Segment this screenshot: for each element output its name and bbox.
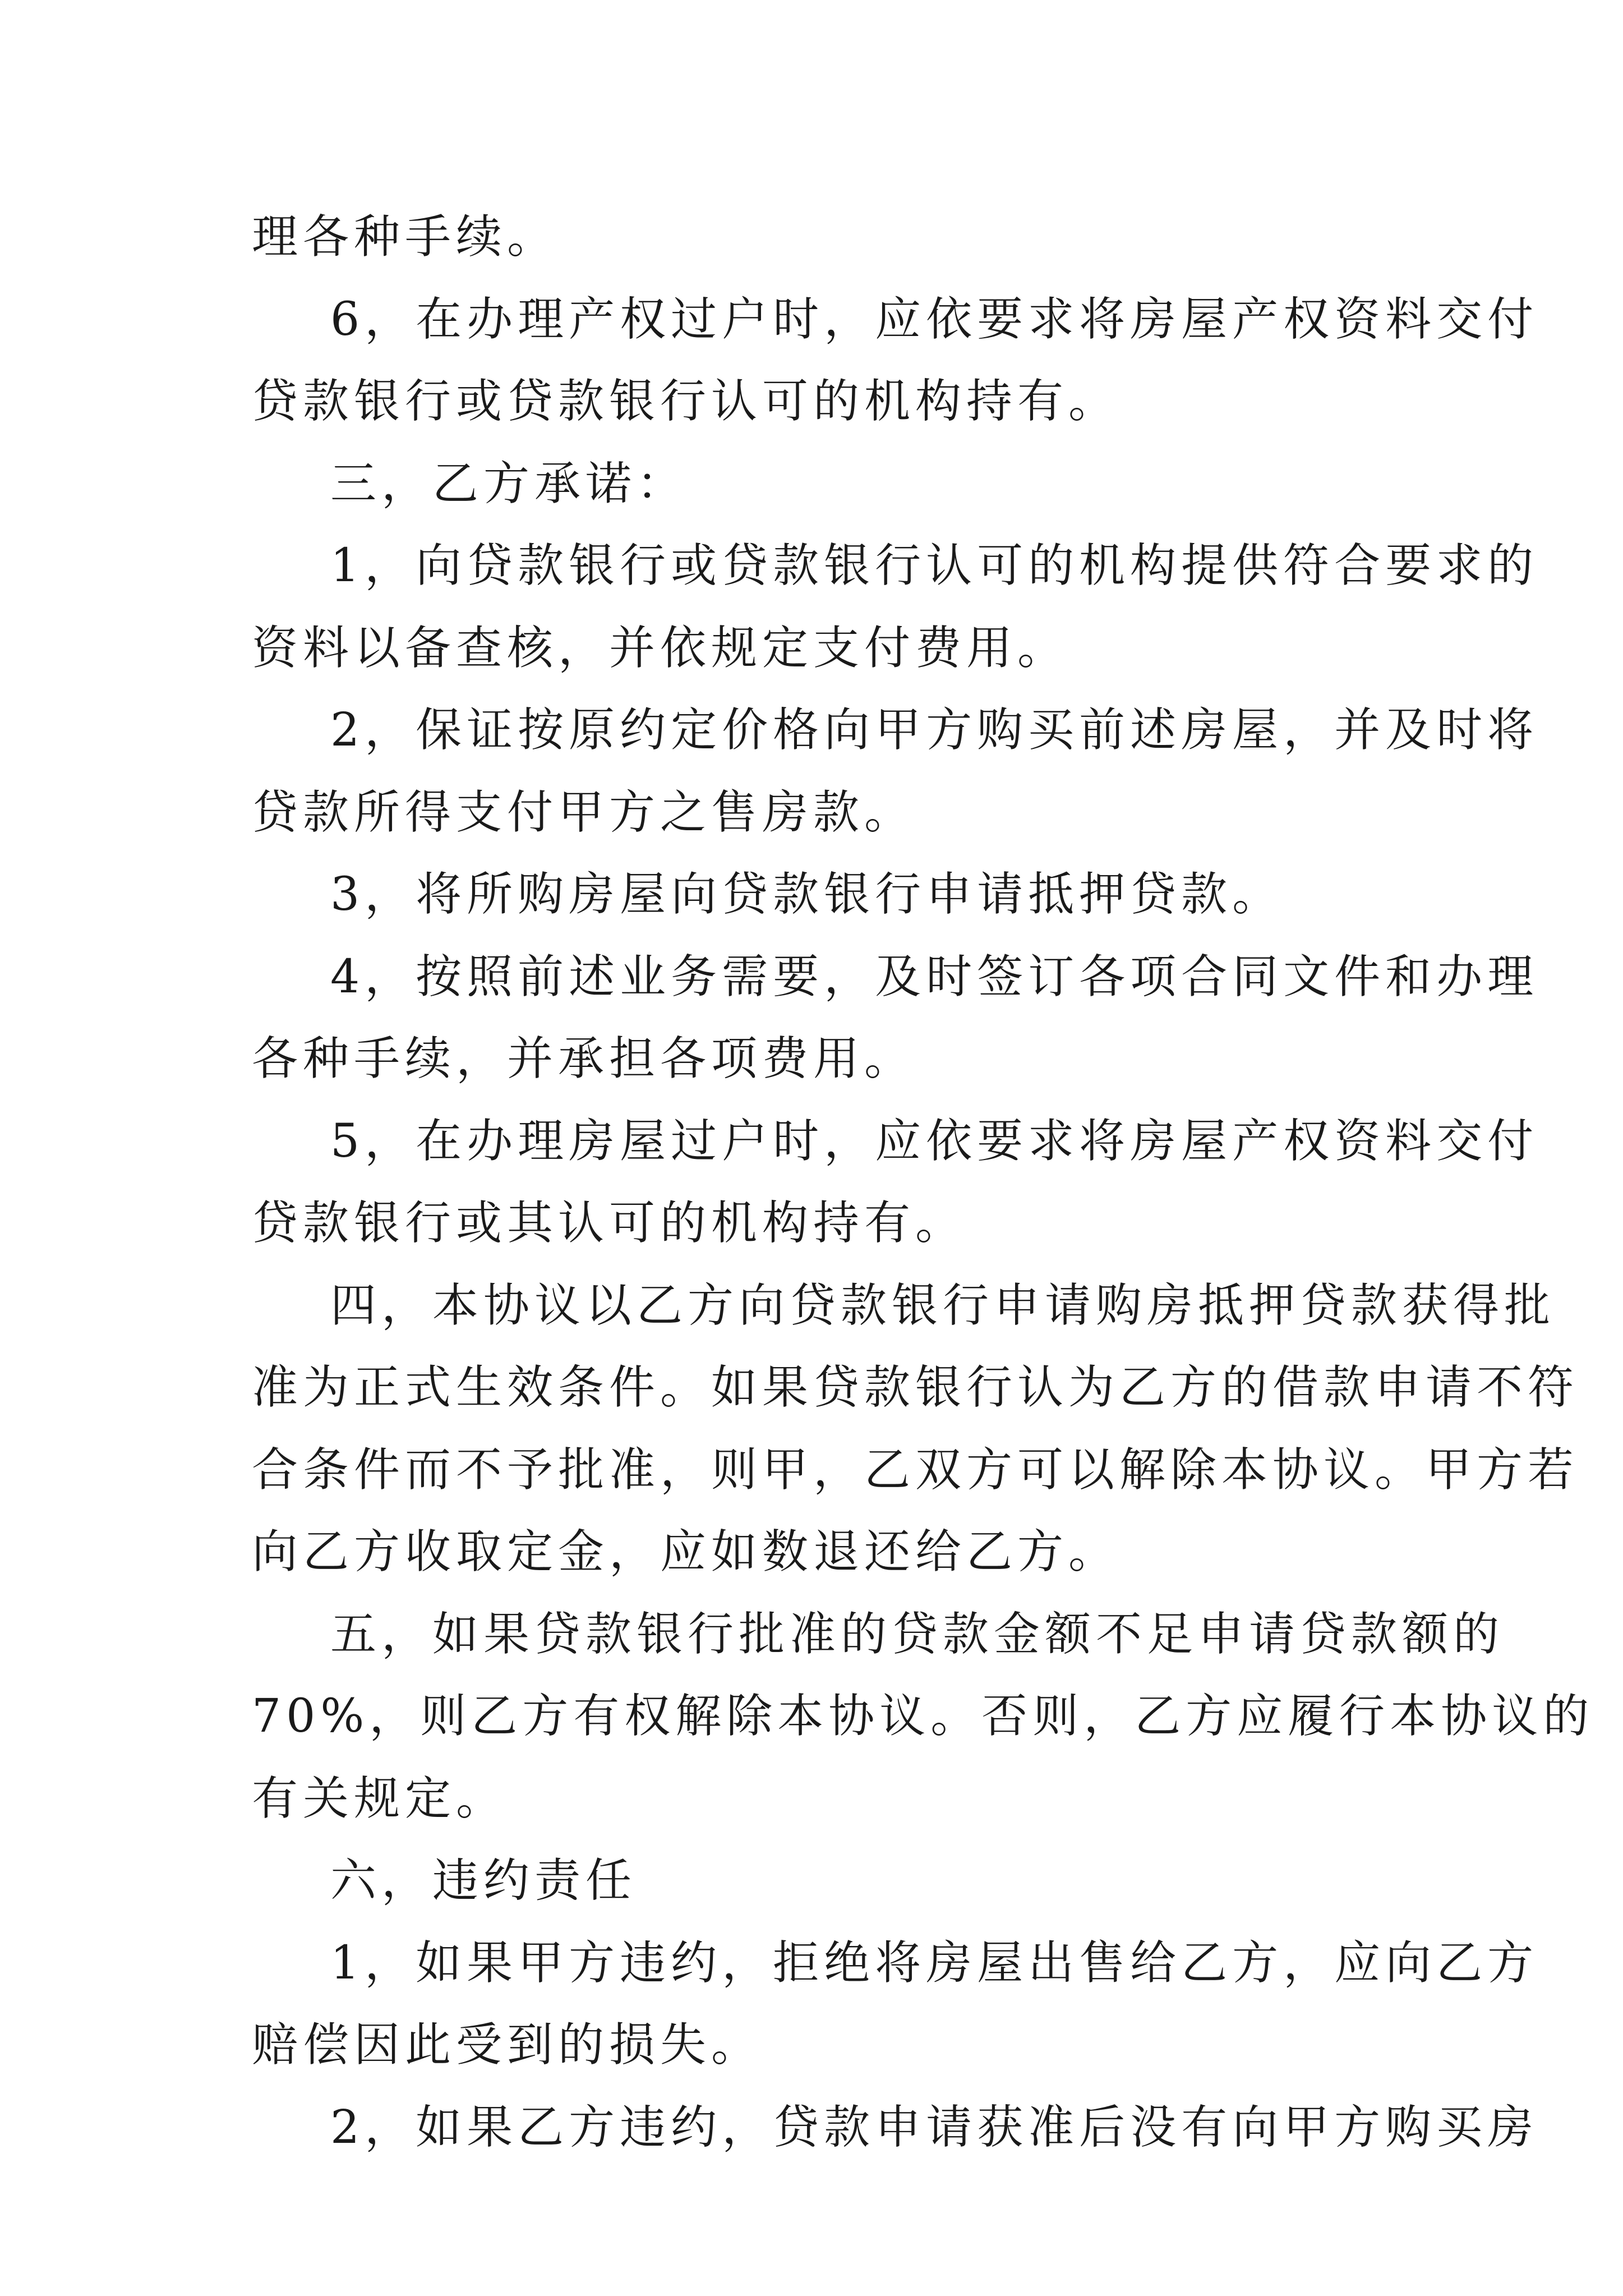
text-line: 贷款银行或其认可的机构持有。 bbox=[252, 1197, 967, 1250]
document-body bbox=[252, 196, 1594, 2169]
section-heading: 三，乙方承诺： bbox=[330, 457, 688, 510]
text-line: 理各种手续。 bbox=[252, 210, 559, 264]
text-line: 70%，则乙方有权解除本协议。否则，乙方应履行本协议的 bbox=[252, 1690, 1594, 1743]
text-line: 1，向贷款银行或贷款银行认可的机构提供符合要求的 bbox=[330, 539, 1539, 592]
text-line: 2，如果乙方违约，贷款申请获准后没有向甲方购买房 bbox=[330, 2100, 1539, 2154]
text-line: 1，如果甲方违约，拒绝将房屋出售给乙方，应向乙方 bbox=[330, 1936, 1539, 1990]
text-line: 6，在办理产权过户时，应依要求将房屋产权资料交付 bbox=[330, 292, 1539, 346]
text-line: 合条件而不予批准，则甲，乙双方可以解除本协议。甲方若 bbox=[252, 1443, 1579, 1497]
text-line: 贷款银行或贷款银行认可的机构持有。 bbox=[252, 375, 1120, 428]
text-line: 四，本协议以乙方向贷款银行申请购房抵押贷款获得批 bbox=[330, 1278, 1556, 1332]
text-line: 有关规定。 bbox=[252, 1772, 508, 1825]
text-line: 4，按照前述业务需要，及时签订各项合同文件和办理 bbox=[330, 950, 1539, 1004]
text-line: 准为正式生效条件。如果贷款银行认为乙方的借款申请不符 bbox=[252, 1361, 1579, 1414]
text-line: 5，在办理房屋过户时，应依要求将房屋产权资料交付 bbox=[330, 1114, 1539, 1168]
text-line: 3，将所购房屋向贷款银行申请抵押贷款。 bbox=[330, 868, 1284, 921]
text-line: 向乙方收取定金，应如数退还给乙方。 bbox=[252, 1525, 1120, 1579]
text-line: 资料以备查核，并依规定支付费用。 bbox=[252, 621, 1069, 675]
section-heading: 六，违约责任 bbox=[330, 1854, 637, 1907]
text-line: 2，保证按原约定价格向甲方购买前述房屋，并及时将 bbox=[330, 703, 1539, 757]
text-line: 赔偿因此受到的损失。 bbox=[252, 2018, 763, 2072]
text-line: 五，如果贷款银行批准的贷款金额不足申请贷款额的 bbox=[330, 1607, 1505, 1661]
text-line: 各种手续，并承担各项费用。 bbox=[252, 1032, 916, 1085]
text-line: 贷款所得支付甲方之售房款。 bbox=[252, 785, 916, 839]
